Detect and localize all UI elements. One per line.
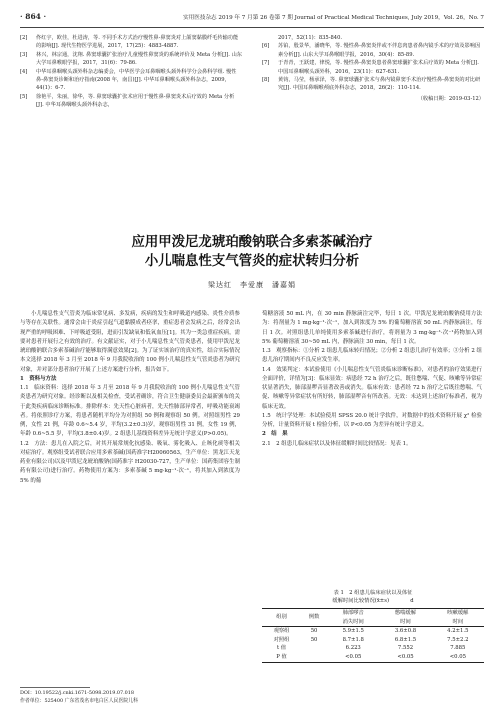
body-paragraph: 萄糖溶液 50 mL 内，在 30 min 静脉滴注完毕，每日 1 次。甲泼尼龙琥珀酸钠使用方法为：将剂量为 1 mg·kg⁻¹·次⁻¹，加入到浓度为 5% 的葡萄糖溶液 50 mL 内静脉滴注，每日 1 次。对照组患儿单纯使用多索茶碱进行治疗，将剂量为 3 mg·kg⁻¹·次⁻¹药物加入到 5% 葡萄糖溶液 30~50 mL 内，静脉滴注 30 min，每日 1 次。: [262, 311, 482, 345]
body-paragraph: 1.3 观察指标：①分析 2 组患儿临床转归情况；②分析 2 组患儿治疗有效率；③分析 2 组患儿治疗期间内不良反应发生率。: [262, 348, 482, 364]
article-title-line-1: 应用甲泼尼龙琥珀酸钠联合多索茶碱治疗: [131, 234, 373, 250]
footnote-rule: [20, 687, 90, 688]
body-paragraph: 1.1 临床资料：选择 2018 年 3 月至 2018 年 9 月我院收治的 100 例小儿喘息性支气管炎患者为研究对象。经诊断以及相关检查，受试者确诊，符合卫生健康委员会最新颁布的关于此类疾病临床诊断标准。排除样本：先天性心脏病者，先天性肺部异常者，呼吸功能衰竭者。将依照诊疗方案，将患者随机平均分为对照组 50 例和观察组 50 例。对照组男性 29 例，女性 21 例，年龄 0.6~5.4 岁，平均(3.2±0.3)岁。观察组男性 31 例，女性 19 例，年龄 0.6~5.5 岁，平均(3.8±0.4)岁。2 组患儿基线资料差异无统计学意义(P>0.05)。: [20, 385, 240, 438]
table-header-rale-sub: 消失时间: [327, 618, 379, 627]
reference-item: [7] 于青青，王跃建，律悦，等. 慢性鼻-鼻窦炎患者鼻窦球囊扩张术后疗效的 Meta 分析[J]. 中国耳鼻咽喉头颈外科，2016，23(11)：627-631.: [262, 60, 479, 75]
table-header-n: 例数: [301, 609, 327, 627]
reference-item: [4] 中华耳鼻咽喉头颈外科杂志编委会，中华医学会耳鼻咽喉头颈外科学分会鼻科学组. 慢性鼻-鼻窦炎诊断和治疗指南(2008 年，南昌)[J]. 中华耳鼻咽喉头颈外科杂志，2009，44(1)：6-7.: [20, 68, 237, 92]
body-paragraph: 1.2 方法：患儿在入院之后，对其开展常规化抗感染、吸氧、雾化吸入、止咳化痰等相关对症治疗。观察组受试者联合应用多索茶碱(国药准字H20060563，生产单位：黑龙江天龙药业有限公司)以及甲泼尼龙琥珀酸钠(国药准字 H20030-727，生产单位：国药集团容生制药有限公司)进行治疗。药物使用方案为：多索茶碱 5 mg·kg⁻¹·次⁻¹，将其加入到浓度为 5% 的葡: [20, 440, 240, 484]
received-date: （收稿日期：2019-03-12）: [417, 95, 484, 102]
body-paragraph: 小儿喘息性支气管炎为临床常见病、多发病，疾病的发生和呼吸道内感染、炎性介质参与等存在关联性。通常会由于炎症引起气道黏膜成者痉挛，重症患者会发病之后，经常会出现严重的呼吸困难、下呼吸道受阻，进而引发缺氧和低氧血压[1]。其为一类急重症疾病，需要对患者开展行之有效的治疗。有文献证实，对于小儿喘息性支气管炎患者，使用甲泼尼龙琥珀酸钠联合多索茶碱治疗能够取得满意效果[2]。为了证实该治疗的真实性，结合实际情况本文选择 2018 年 3 月至 2018 年 9 月我院收治的 100 例小儿喘息性支气管炎患者为研究对象，并对部分患者治疗开展了上述方案进行分析，报告如下。: [20, 311, 240, 373]
references-left: [20, 34, 242, 110]
table-row: P 值 <0.05 <0.05 <0.05: [262, 653, 484, 662]
reference-item: [6] 苏铂，殷景华，潘晓华，等. 慢性鼻-鼻窦炎伴或不伴息肉患者鼻内镜手术的疗效及影响因素分析[J]. 山东大学耳鼻喉眼学报，2016，30(4)：85-89.: [262, 43, 481, 58]
section-heading: 1 资料与方法: [20, 375, 57, 382]
table-row: 观察组 50 5.9±1.5 3.6±0.8 4.2±1.5: [262, 627, 484, 636]
header-rule: [20, 27, 484, 28]
table-1: [262, 589, 484, 663]
table-header-cough-sub: 时间: [432, 618, 484, 627]
body-column-left: [20, 310, 240, 486]
body-column-right: [262, 310, 482, 449]
table-caption-line-1: 表 1 2 组患儿临床症状以及体征: [333, 590, 413, 596]
table-header-wheeze-sub: 时间: [379, 618, 431, 627]
references-right: [262, 34, 484, 103]
table-header-wheeze: 憋喘缓解: [379, 609, 431, 618]
section-heading: 2 结 果: [262, 431, 288, 438]
table-header-rale: 肺部啰音: [327, 609, 379, 618]
article-title-line-2: 小儿喘息性支气管炎的症状转归分析: [144, 253, 360, 269]
footnote-author-unit: 作者单位：525400 广东省茂名市电白区人民医院儿科: [20, 698, 139, 704]
page-number: · 864 ·: [20, 12, 47, 21]
journal-running-head: 实用医技杂志 2019 年 7 月第 26 卷第 7 期 Journal of Practical Medical Techniques, July 2019，Vol. 26，No. 7: [183, 15, 484, 21]
reference-item: [2] 佟红宇，欧佳，杜进涛，等. 不同手术方式治疗慢性鼻-鼻窦炎对上颌窦黏膜纤毛传输功能的影响[J]. 现代生物医学进展，2017，17(25)：4883-4887.: [20, 35, 239, 50]
article-authors: 梁达红 李爱康 潘嘉娟: [208, 281, 296, 289]
data-table: [262, 608, 484, 663]
table-row: t 值 6.223 7.552 7.885: [276, 645, 466, 652]
table-header-group: 组别: [262, 609, 301, 627]
body-paragraph: 1.5 统计学处理：本试验使用 SPSS 20.0 统计学软件，对数据中的技术资料开展 χ² 检验分析，计量资料开展 t 检验分析，以 P<0.05 为差异有统计学意义。: [262, 412, 482, 428]
reference-item: [3] 林兴，林宗通，沈翔. 鼻窦球囊扩张治疗儿童慢性鼻窦炎的系统评价及 Meta 分析[J]. 山东大学耳鼻喉眼学报，2017，31(6)：79-86.: [20, 51, 242, 67]
body-paragraph: 2.1 2 组患儿临床症状以及体征缓解时间比较情况：见表 1。: [262, 440, 412, 447]
table-row: 对照组 50 8.7±1.8 6.8±1.5 7.5±2.2: [273, 636, 469, 643]
body-paragraph: 1.4 效果判定：本试验使用《小儿喘息性支气管炎临床诊断标准》，对患者的治疗效果进行全面评价，详情为[3]：临床显效：病患经 72 h 治疗之后，既往憋喘、气促、咳嗽等异常症状显著消失，肺部湿啰音显著改善或消失。临床有效：患者经 72 h 治疗之后既往憋喘、气促、咳嗽等异常症状有所好转，肺部湿啰音有所改善。无效：未达到上述治疗标准者，视为临床无效。: [262, 366, 482, 410]
footnote: [20, 689, 240, 705]
footnote-doi: DOI：10.19522/j.cnki.1671-5098.2019.07.018: [20, 690, 134, 696]
reference-item: [5] 徐艳平，朱丽，徐华，等. 鼻窦球囊扩张术应用于慢性鼻-鼻窦炎术后疗效的 Meta 分析[J]. 中华耳鼻咽喉头颈外科杂志，: [20, 93, 235, 109]
reference-item: [8] 黄钧，马莹，杨承泽，等. 鼻窦球囊扩张术与鼻内镜鼻窦手术治疗慢性鼻-鼻窦炎的对比研究[J]. 中国耳鼻咽喉颅底外科杂志，2018，26(2)：110-114.: [262, 77, 481, 92]
reference-continuation: 2017，52(11)：835-840.: [278, 35, 343, 41]
page-header: [20, 12, 484, 26]
table-caption-line-2: 缓解时间比较情况(x̄±s) d: [332, 598, 414, 604]
table-header-cough: 咳嗽缓解: [432, 609, 484, 618]
article-title-block: [20, 233, 484, 290]
